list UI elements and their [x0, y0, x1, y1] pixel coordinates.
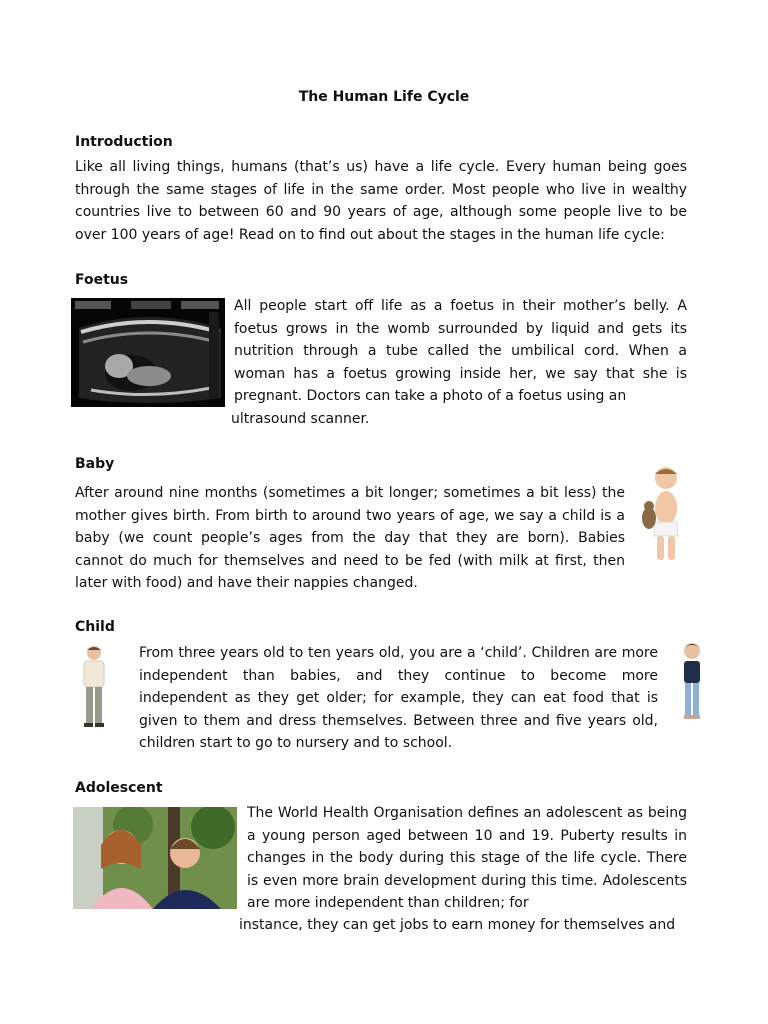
- child-girl-image: [676, 639, 708, 725]
- heading-child: Child: [75, 619, 115, 635]
- document-title: The Human Life Cycle: [298, 89, 470, 105]
- foetus-paragraph-tail: ultrasound scanner.: [231, 411, 370, 427]
- baby-paragraph: After around nine months (sometimes a bit longer; sometimes a bit less) the mother gives birth. From birth to around two years of age, we say a child is a baby (we count people’s ages from the day that they are born). Babies cannot do much for themselves and need to be fed (with milk at first, then later with food) and have their nappies changed.: [75, 485, 625, 591]
- child-paragraph: From three years old to ten years old, you are a ‘child’. Children are more independent than babies, and they continue to become more independent as they get older; for example, they can eat food that is given to them and dress themselves. Between three and five years old, children start to go to nursery and to school.: [139, 645, 658, 751]
- ultrasound-image: [71, 298, 225, 407]
- heading-foetus: Foetus: [75, 272, 129, 288]
- heading-introduction: Introduction: [75, 134, 173, 150]
- child-boy-image: [78, 643, 110, 729]
- foetus-paragraph: All people start off life as a foetus in their mother’s belly. A foetus grows in the womb surrounded by liquid and gets its nutrition through a tube called the umbilical cord. When a woman has a foetus growing inside her, we say that she is pregnant. Doctors can take a photo of a foetus using an: [234, 298, 687, 404]
- introduction-paragraph: Like all living things, humans (that’s us) have a life cycle. Every human being goes through the same stages of life in the same order. Most people who live in wealthy countries live to between 60 and 90 years of age, although some people live to be over 100 years of age! Read on to find out about the stages in the human life cycle:: [75, 159, 687, 243]
- adolescent-paragraph: The World Health Organisation defines an adolescent as being a young person aged between 10 and 19. Puberty results in changes in the body during this stage of the life cycle. There is even more brain development during this time. Adolescents are more independent than children; for: [247, 805, 687, 911]
- adolescents-image: [73, 807, 237, 909]
- baby-image: [640, 464, 686, 568]
- adolescent-paragraph-tail: instance, they can get jobs to earn money for themselves and: [239, 917, 676, 933]
- heading-baby: Baby: [75, 456, 115, 472]
- heading-adolescent: Adolescent: [75, 780, 163, 796]
